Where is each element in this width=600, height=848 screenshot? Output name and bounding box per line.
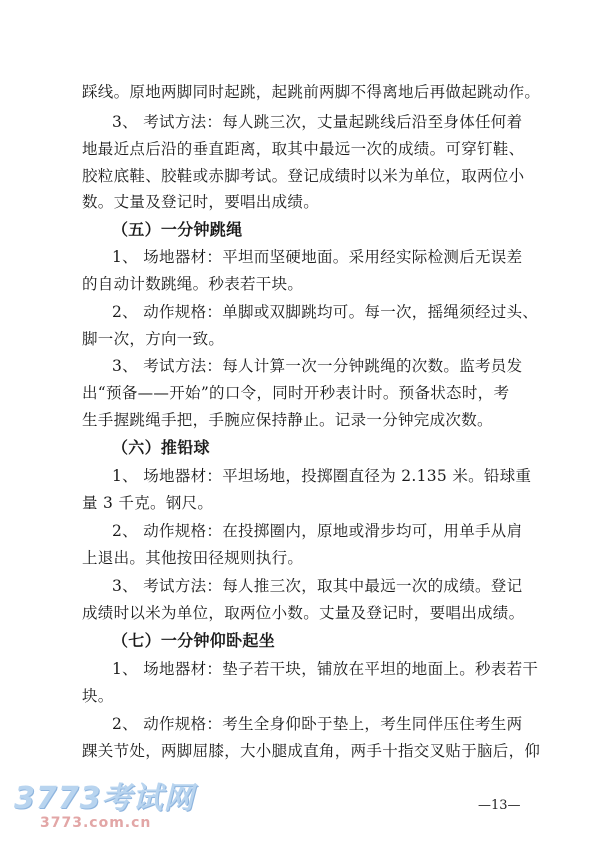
text-line: 2、 动作规格：在投掷圈内，原地或滑步均可，用单手从肩	[112, 522, 523, 540]
text-line: 生手握跳绳手把，手腕应保持静止。记录一分钟完成次数。	[82, 411, 493, 429]
text-line: 脚一次，方向一致。	[82, 330, 225, 348]
text-line: 量 3 千克。钢尺。	[82, 494, 214, 512]
text-line: 数。丈量及登记时，要唱出成绩。	[82, 193, 320, 211]
text-line: 2、 动作规格：考生全身仰卧于垫上，考生同伴压住考生两	[112, 715, 523, 733]
text-line: 地最近点后沿的垂直距离，取其中最远一次的成绩。可穿钉鞋、	[82, 140, 525, 158]
text-line: 踩线。原地两脚同时起跳，起跳前两脚不得离地后再做起跳动作。	[82, 83, 541, 101]
text-line: 的自动计数跳绳。秒表若干块。	[82, 275, 304, 293]
text-line: 出“预备——开始”的口令，同时开秒表计时。预备状态时，考	[82, 384, 510, 402]
text-line: 2、 动作规格：单脚或双脚跳均可。每一次，摇绳须经过头、	[112, 303, 539, 321]
text-line: 1、 场地器材：平坦而坚硬地面。采用经实际检测后无误差	[112, 248, 523, 266]
text-line: 踝关节处，两脚屈膝，大小腿成直角，两手十指交叉贴于脑后，仰	[82, 742, 541, 760]
watermark-url: 3773.com.cn	[40, 815, 152, 831]
text-line: 上退出。其他按田径规则执行。	[82, 549, 304, 567]
text-line: 3、 考试方法：每人跳三次，丈量起跳线后沿至身体任何着	[112, 113, 523, 131]
page-number: —13—	[478, 798, 521, 813]
text-line: 1、 场地器材：平坦场地，投掷圈直径为 2.135 米。铅球重	[112, 467, 532, 485]
text-line: 3、 考试方法：每人计算一次一分钟跳绳的次数。监考员发	[112, 357, 523, 375]
text-line: 胶粒底鞋、胶鞋或赤脚考试。登记成绩时以米为单位，取两位小	[82, 167, 525, 185]
text-line: 3、 考试方法：每人推三次，取其中最远一次的成绩。登记	[112, 577, 523, 595]
text-line: 块。	[82, 687, 114, 705]
section-heading: （五）一分钟跳绳	[112, 220, 243, 239]
text-line: 1、 场地器材：垫子若干块，铺放在平坦的地面上。秒表若干	[112, 660, 539, 678]
section-heading: （六）推铅球	[112, 438, 210, 457]
text-line: 成绩时以米为单位，取两位小数。丈量及登记时，要唱出成绩。	[82, 604, 525, 622]
section-heading: （七）一分钟仰卧起坐	[112, 631, 276, 650]
watermark-logo: 3773考试网	[14, 781, 195, 816]
